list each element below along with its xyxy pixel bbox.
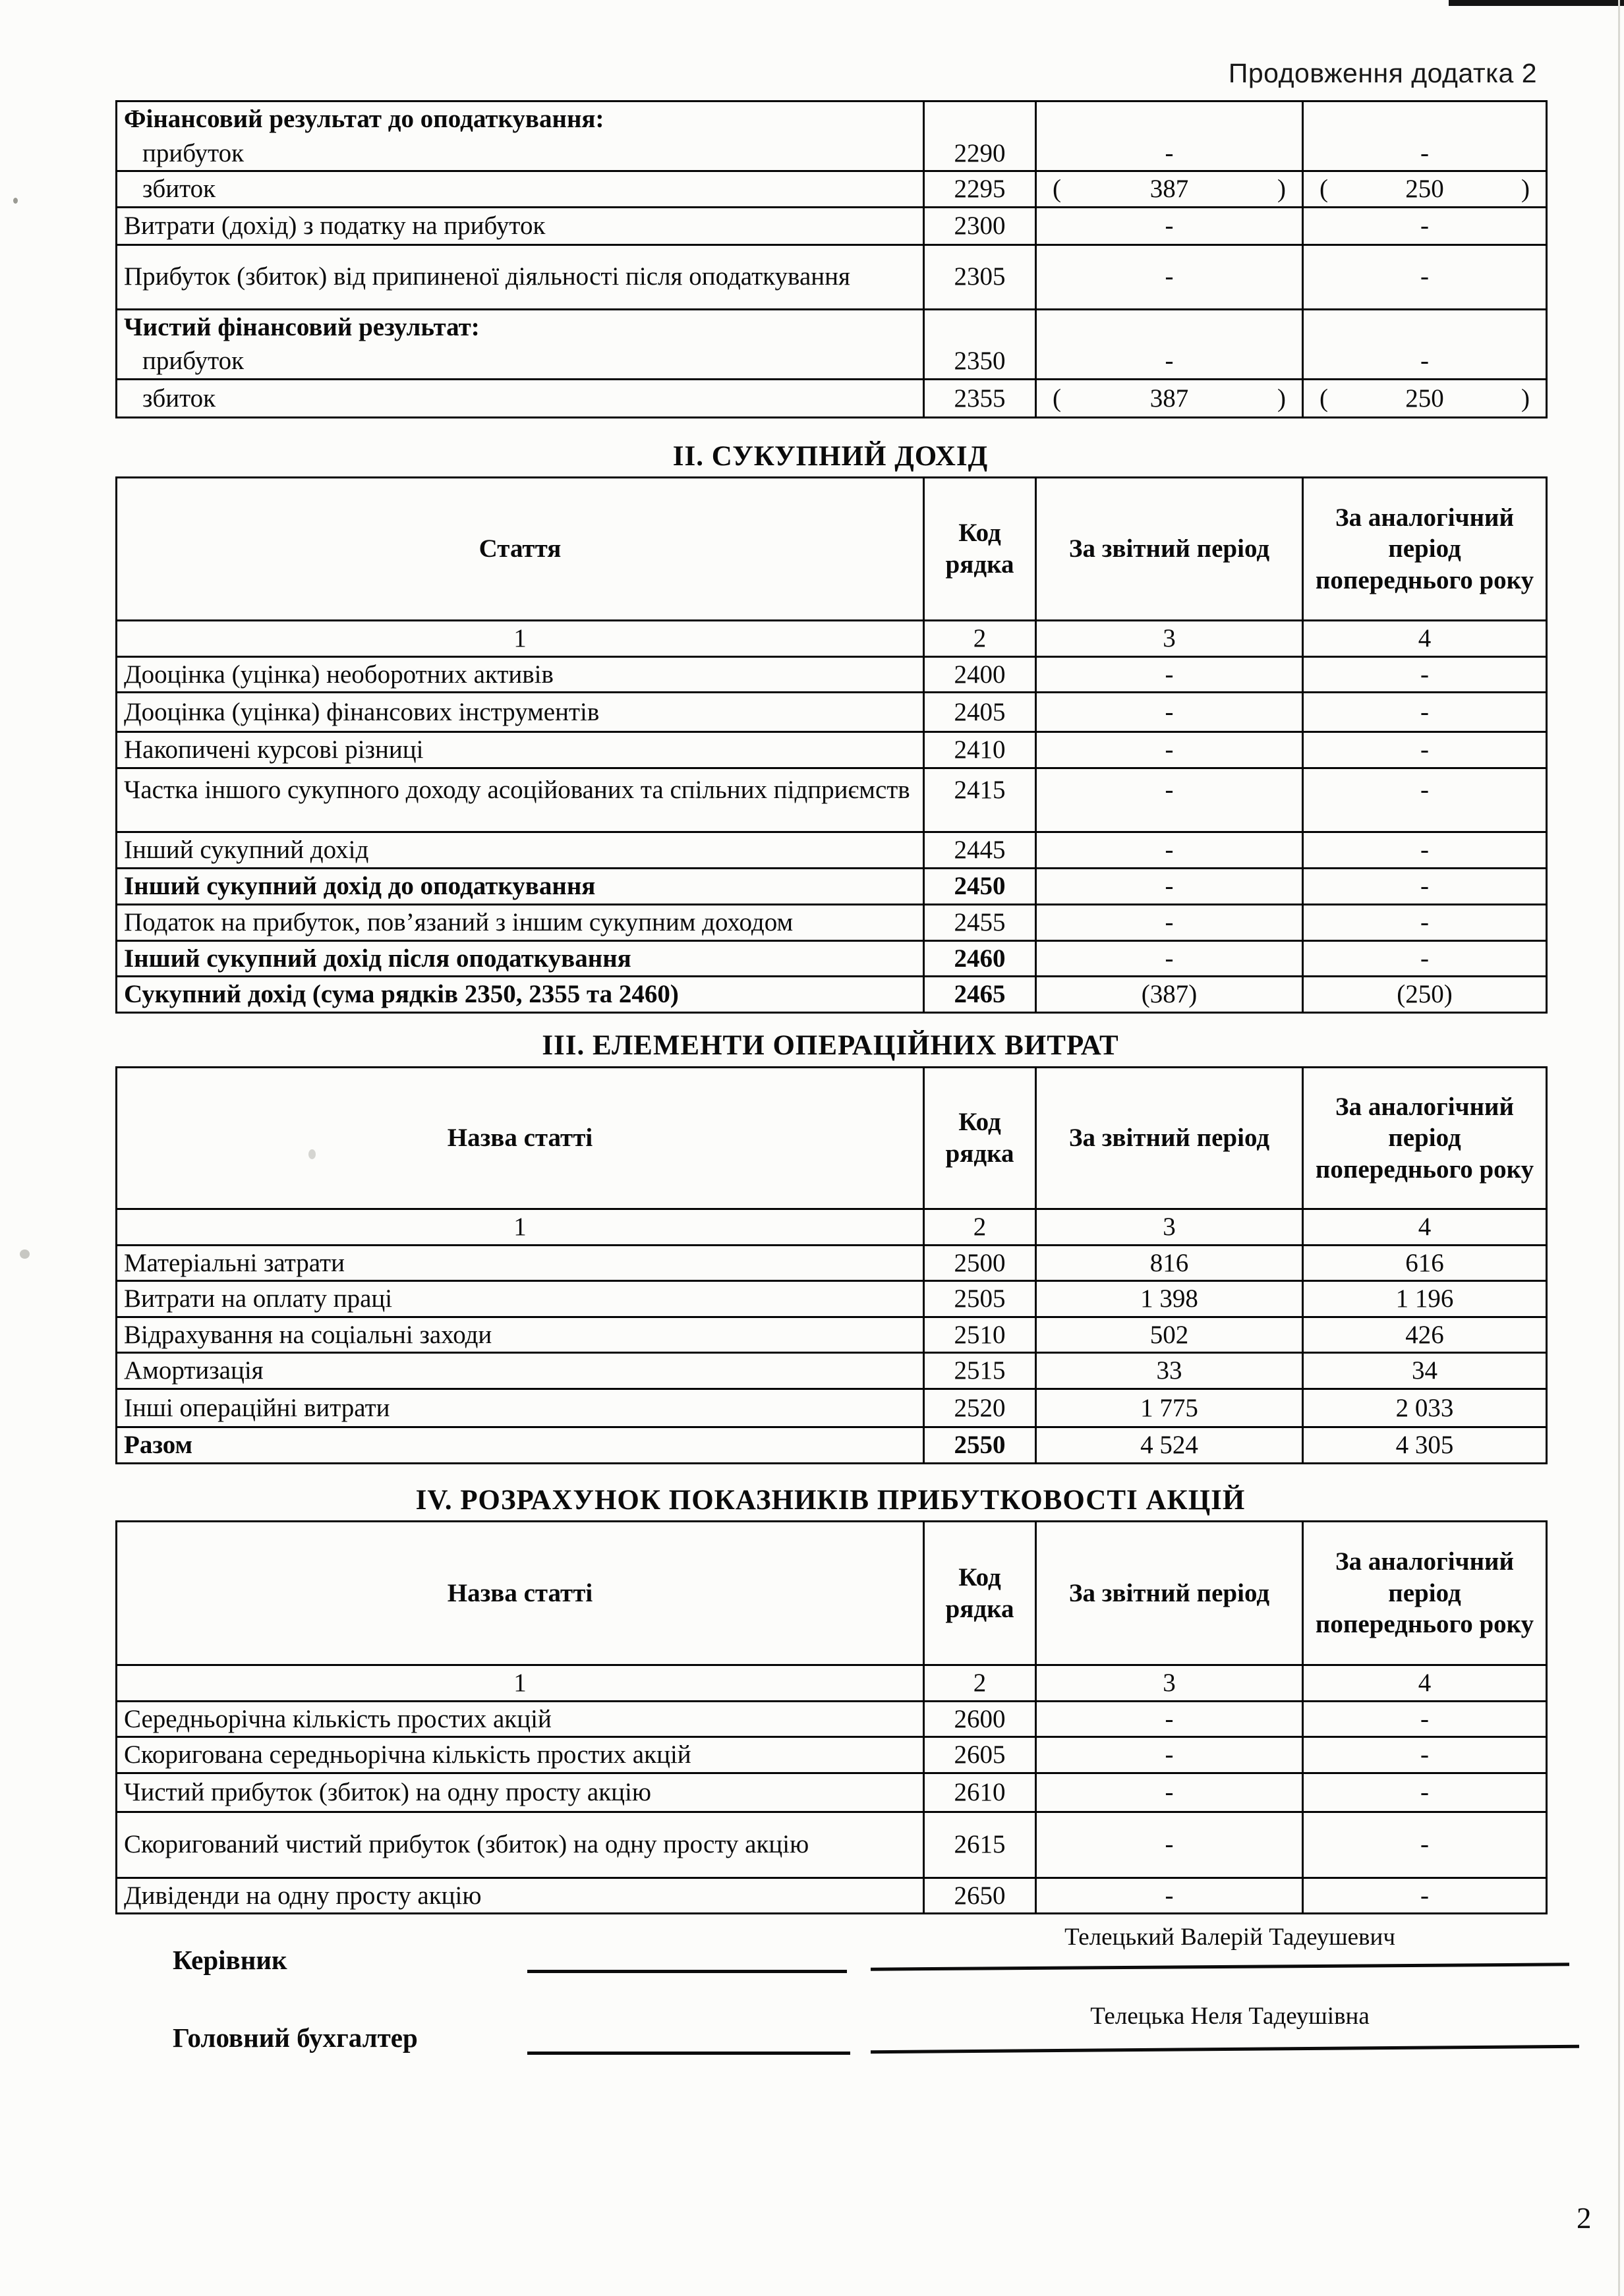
cell-current-period: - — [1036, 136, 1303, 171]
header-code: Код рядка — [924, 478, 1036, 621]
cell-code: 2550 — [924, 1427, 1036, 1463]
table-header-row — [117, 478, 1547, 621]
header-code: Код рядка — [924, 1068, 1036, 1209]
header-current-period: За звітний період — [1036, 478, 1303, 621]
header-code: Код рядка — [924, 1522, 1036, 1665]
cell-previous-period: - — [1303, 344, 1547, 379]
cell-article: збиток — [117, 171, 924, 208]
cell-previous-period: 2 033 — [1303, 1389, 1547, 1427]
cell-previous-period: - — [1303, 693, 1547, 732]
cell-code: 2355 — [924, 379, 1036, 417]
table-row — [117, 1353, 1547, 1389]
signature-name-chief-accountant: Телецька Неля Тадеушівна — [1090, 2003, 1370, 2030]
cell-current-period: 1 398 — [1036, 1281, 1303, 1317]
signature-role-director: Керівник — [173, 1945, 287, 1975]
cell-previous-period: 34 — [1303, 1353, 1547, 1389]
cell-article: Скоригований чистий прибуток (збиток) на одну просту акцію — [117, 1812, 924, 1878]
cell-article: Витрати (дохід) з податку на прибуток — [117, 207, 924, 244]
cell-current-period — [1036, 101, 1303, 136]
cell-previous-period: - — [1303, 1878, 1547, 1914]
numbering-cell: 3 — [1036, 1209, 1303, 1246]
table-row — [117, 1427, 1547, 1463]
cell-previous-period: - — [1303, 1773, 1547, 1812]
table-row — [117, 869, 1547, 905]
cell-article: Інший сукупний дохід до оподаткування — [117, 869, 924, 905]
cell-article: Податок на прибуток, пов’язаний з іншим сукупним доходом — [117, 905, 924, 941]
cell-article: Частка іншого сукупного доходу асоційованих та спільних підприємств — [117, 768, 924, 832]
numbering-row — [117, 621, 1547, 657]
scan-edge-shade — [1618, 0, 1620, 2296]
cell-current-period — [1036, 309, 1303, 344]
paren-close: ) — [1277, 384, 1286, 413]
cell-code: 2515 — [924, 1353, 1036, 1389]
cell-article: Скоригована середньорічна кількість простих акцій — [117, 1737, 924, 1773]
cell-current-period: - — [1036, 832, 1303, 869]
cell-previous-period — [1303, 309, 1547, 344]
comprehensive-income-table — [115, 476, 1548, 1014]
cell-previous-period: 616 — [1303, 1245, 1547, 1281]
table-row — [117, 905, 1547, 941]
cell-current-period: 4 524 — [1036, 1427, 1303, 1463]
cell-previous-period: - — [1303, 732, 1547, 768]
cell-current-period: - — [1036, 732, 1303, 768]
cell-current-period: - — [1036, 207, 1303, 244]
header-article: Назва статті — [117, 1068, 924, 1209]
cell-article: Амортизація — [117, 1353, 924, 1389]
cell-previous-period: - — [1303, 207, 1547, 244]
header-previous-period: За аналогічний період попереднього року — [1303, 478, 1547, 621]
table-header-row — [117, 1522, 1547, 1665]
parenthesized-value — [1310, 383, 1539, 415]
cell-article: збиток — [117, 379, 924, 417]
table-row — [117, 136, 1547, 171]
cell-current-period: - — [1036, 1701, 1303, 1737]
signature-role-chief-accountant: Головний бухгалтер — [173, 2023, 418, 2053]
cell-code: 2305 — [924, 244, 1036, 309]
cell-article: Інший сукупний дохід після оподаткування — [117, 940, 924, 977]
numbering-row — [117, 1665, 1547, 1702]
cell-previous-period: - — [1303, 1737, 1547, 1773]
cell-previous-period — [1303, 379, 1547, 417]
cell-previous-period: - — [1303, 244, 1547, 309]
cell-code: 2460 — [924, 940, 1036, 977]
header-article: Стаття — [117, 478, 924, 621]
table-row — [117, 1812, 1547, 1878]
cell-current-period — [1036, 171, 1303, 208]
header-article: Назва статті — [117, 1522, 924, 1665]
numbering-cell: 4 — [1303, 1665, 1547, 1702]
cell-current-period: - — [1036, 905, 1303, 941]
numbering-cell: 4 — [1303, 1209, 1547, 1246]
table-row — [117, 171, 1547, 208]
section-title: III. ЕЛЕМЕНТИ ОПЕРАЦІЙНИХ ВИТРАТ — [542, 1030, 1119, 1061]
operating-expenses-table — [115, 1066, 1548, 1464]
numbering-cell: 2 — [924, 1209, 1036, 1246]
cell-previous-period — [1303, 171, 1547, 208]
cell-article: прибуток — [117, 136, 924, 171]
numbering-cell: 2 — [924, 1665, 1036, 1702]
cell-current-period: 1 775 — [1036, 1389, 1303, 1427]
paren-open: ( — [1320, 175, 1328, 204]
value-text: 250 — [1405, 175, 1444, 204]
numbering-cell: 3 — [1036, 621, 1303, 657]
cell-article: Фінансовий результат до оподаткування: — [117, 101, 924, 136]
table-row — [117, 1389, 1547, 1427]
cell-current-period: 816 — [1036, 1245, 1303, 1281]
cell-article: Дооцінка (уцінка) необоротних активів — [117, 656, 924, 693]
cell-previous-period: - — [1303, 905, 1547, 941]
paren-close: ) — [1521, 175, 1530, 204]
cell-code: 2415 — [924, 768, 1036, 832]
cell-code: 2610 — [924, 1773, 1036, 1812]
cell-code: 2445 — [924, 832, 1036, 869]
signature-line — [527, 2052, 850, 2055]
cell-current-period: - — [1036, 244, 1303, 309]
cell-current-period: - — [1036, 940, 1303, 977]
paren-open: ( — [1053, 384, 1061, 413]
cell-previous-period: 1 196 — [1303, 1281, 1547, 1317]
cell-previous-period: - — [1303, 1812, 1547, 1878]
paren-close: ) — [1277, 175, 1286, 204]
numbering-row — [117, 1209, 1547, 1246]
cell-current-period: - — [1036, 344, 1303, 379]
table-header-row — [117, 1068, 1547, 1209]
table-row — [117, 1737, 1547, 1773]
cell-code: 2465 — [924, 977, 1036, 1013]
page-number: 2 — [1577, 2202, 1592, 2235]
value-text: 250 — [1405, 384, 1444, 413]
cell-article: Разом — [117, 1427, 924, 1463]
parenthesized-value — [1043, 173, 1295, 205]
cell-current-period: (387) — [1036, 977, 1303, 1013]
cell-current-period: - — [1036, 869, 1303, 905]
cell-code: 2615 — [924, 1812, 1036, 1878]
paren-open: ( — [1053, 175, 1061, 204]
cell-code: 2300 — [924, 207, 1036, 244]
cell-code: 2500 — [924, 1245, 1036, 1281]
cell-article: Відрахування на соціальні заходи — [117, 1317, 924, 1353]
cell-previous-period: - — [1303, 136, 1547, 171]
continuation-note: Продовження додатка 2 — [1228, 58, 1537, 88]
section-title: II. СУКУПНИЙ ДОХІД — [672, 441, 989, 472]
signature-line — [871, 2045, 1579, 2053]
cell-current-period: 33 — [1036, 1353, 1303, 1389]
cell-current-period: - — [1036, 1812, 1303, 1878]
cell-previous-period: - — [1303, 1701, 1547, 1737]
cell-code: 2295 — [924, 171, 1036, 208]
cell-code: 2520 — [924, 1389, 1036, 1427]
cell-current-period: - — [1036, 1773, 1303, 1812]
table-row — [117, 101, 1547, 136]
numbering-cell: 1 — [117, 1209, 924, 1246]
cell-article: Витрати на оплату праці — [117, 1281, 924, 1317]
table-row — [117, 244, 1547, 309]
cell-article: Дооцінка (уцінка) фінансових інструментів — [117, 693, 924, 732]
table-row — [117, 768, 1547, 832]
paren-close: ) — [1521, 384, 1530, 413]
cell-code: 2410 — [924, 732, 1036, 768]
cell-code: 2600 — [924, 1701, 1036, 1737]
cell-previous-period: - — [1303, 656, 1547, 693]
cell-previous-period: - — [1303, 940, 1547, 977]
table-row — [117, 1317, 1547, 1353]
cell-code: 2455 — [924, 905, 1036, 941]
cell-code: 2400 — [924, 656, 1036, 693]
cell-previous-period — [1303, 101, 1547, 136]
cell-article: Матеріальні затрати — [117, 1245, 924, 1281]
numbering-cell: 2 — [924, 621, 1036, 657]
table-row — [117, 379, 1547, 417]
scan-speck — [20, 1249, 30, 1259]
cell-code: 2650 — [924, 1878, 1036, 1914]
value-text: 387 — [1149, 175, 1189, 204]
parenthesized-value — [1043, 383, 1295, 415]
table-row — [117, 832, 1547, 869]
numbering-cell: 3 — [1036, 1665, 1303, 1702]
cell-previous-period: - — [1303, 768, 1547, 832]
table-row — [117, 309, 1547, 344]
scan-speck — [13, 198, 18, 204]
table-row — [117, 977, 1547, 1013]
cell-code: 2510 — [924, 1317, 1036, 1353]
numbering-cell: 1 — [117, 621, 924, 657]
cell-article: Інші операційні витрати — [117, 1389, 924, 1427]
table-row — [117, 693, 1547, 732]
table-row — [117, 207, 1547, 244]
cell-current-period: - — [1036, 1737, 1303, 1773]
header-current-period: За звітний період — [1036, 1068, 1303, 1209]
numbering-cell: 4 — [1303, 621, 1547, 657]
cell-code: 2505 — [924, 1281, 1036, 1317]
cell-article: Чистий фінансовий результат: — [117, 309, 924, 344]
table-row — [117, 1281, 1547, 1317]
signature-line — [527, 1970, 847, 1973]
cell-current-period: 502 — [1036, 1317, 1303, 1353]
financial-result-continuation-table — [115, 100, 1548, 418]
parenthesized-value — [1310, 173, 1539, 205]
cell-current-period: - — [1036, 693, 1303, 732]
table-row — [117, 732, 1547, 768]
cell-code — [924, 309, 1036, 344]
table-row — [117, 1773, 1547, 1812]
cell-article: Інший сукупний дохід — [117, 832, 924, 869]
cell-current-period: - — [1036, 768, 1303, 832]
cell-previous-period: - — [1303, 832, 1547, 869]
table-row — [117, 1878, 1547, 1914]
cell-article: Чистий прибуток (збиток) на одну просту акцію — [117, 1773, 924, 1812]
table-row — [117, 1701, 1547, 1737]
cell-article: Середньорічна кількість простих акцій — [117, 1701, 924, 1737]
signature-name-director: Телецький Валерій Тадеушевич — [1064, 1924, 1395, 1951]
cell-code — [924, 101, 1036, 136]
table-row — [117, 344, 1547, 379]
cell-article: Накопичені курсові різниці — [117, 732, 924, 768]
scan-artifact-line — [1449, 0, 1624, 6]
numbering-cell: 1 — [117, 1665, 924, 1702]
cell-previous-period: - — [1303, 869, 1547, 905]
cell-code: 2450 — [924, 869, 1036, 905]
cell-article: Дивіденди на одну просту акцію — [117, 1878, 924, 1914]
cell-code: 2605 — [924, 1737, 1036, 1773]
cell-previous-period: (250) — [1303, 977, 1547, 1013]
cell-article: Прибуток (збиток) від припиненої діяльності після оподаткування — [117, 244, 924, 309]
section-title: IV. РОЗРАХУНОК ПОКАЗНИКІВ ПРИБУТКОВОСТІ АКЦІЙ — [415, 1485, 1246, 1516]
cell-current-period — [1036, 379, 1303, 417]
cell-previous-period: 4 305 — [1303, 1427, 1547, 1463]
header-previous-period: За аналогічний період попереднього року — [1303, 1522, 1547, 1665]
table-row — [117, 656, 1547, 693]
cell-current-period: - — [1036, 1878, 1303, 1914]
cell-code: 2290 — [924, 136, 1036, 171]
table-row — [117, 1245, 1547, 1281]
value-text: 387 — [1149, 384, 1189, 413]
cell-current-period: - — [1036, 656, 1303, 693]
paren-open: ( — [1320, 384, 1328, 413]
cell-article: Сукупний дохід (сума рядків 2350, 2355 та 2460) — [117, 977, 924, 1013]
share-profitability-table — [115, 1520, 1548, 1914]
cell-previous-period: 426 — [1303, 1317, 1547, 1353]
cell-code: 2350 — [924, 344, 1036, 379]
header-current-period: За звітний період — [1036, 1522, 1303, 1665]
signature-line — [871, 1963, 1569, 1970]
cell-article: прибуток — [117, 344, 924, 379]
header-previous-period: За аналогічний період попереднього року — [1303, 1068, 1547, 1209]
cell-code: 2405 — [924, 693, 1036, 732]
table-row — [117, 940, 1547, 977]
